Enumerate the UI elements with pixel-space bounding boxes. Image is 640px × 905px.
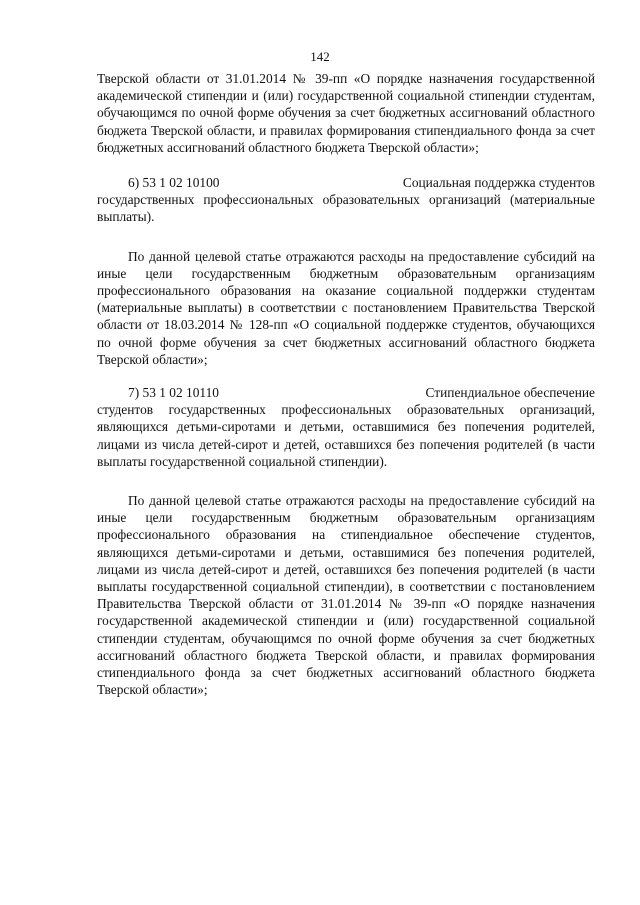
page-number: 142: [310, 49, 330, 64]
budget-entry-7-title-start: Стипендиальное обеспечение: [425, 385, 595, 401]
section-gap: [97, 226, 595, 248]
intro-paragraph: Тверской области от 31.01.2014 № 39-пп «О порядке назначения государственной академической стипендии и (или) государственной социальной стипендии студентам, обучающимся по очной форме обучения за счет бюджетных ассигнований областного бюджета Тверской области, и правилах формирования стипендиального фонда за счет бюджетных ассигнований областного бюджета Тверской области»;: [97, 71, 595, 155]
budget-entry-6-header: [97, 174, 595, 191]
budget-entry-6: [97, 174, 595, 226]
budget-entry-6-continuation: государственных профессиональных образовательных организаций (материальные выплаты).: [97, 192, 595, 225]
section-gap: [97, 470, 595, 492]
paragraph-entry-6-description: По данной целевой статье отражаются расходы на предоставление субсидий на иные цели государственным бюджетным образовательным организациям профессионального образования на оказание социальной поддержки студентам (материальные выплаты) в соответствии с постановлением Правительства Тверской области от 18.03.2014 № 128-пп «О социальной поддержке студентов, обучающихся по очной форме обучения за счет бюджетных ассигнований областного бюджета Тверской области»;: [97, 248, 595, 367]
paragraph-entry-7-description: По данной целевой статье отражаются расходы на предоставление субсидий на иные цели государственным бюджетным образовательным организациям профессионального образования на стипендиальное обеспечение студентов, являющихся детьми-сиротами и детьми, оставшимися без попечения родителей, лицами из числа детей-сирот и детей, оставшихся без попечения родителей (в части выплаты государственной социальной стипендии), в соответствии с постановлением Правительства Тверской области от 31.01.2014 № 39-пп «О порядке назначения государственной академической стипендии и (или) государственной социальной стипендии студентам, обучающимся по очной форме обучения за счет бюджетных ассигнований областного бюджета Тверской области, и правилах формирования стипендиального фонда за счет бюджетных ассигнований областного бюджета Тверской области»;: [97, 493, 595, 698]
budget-entry-6-code: 6) 53 1 02 10100: [128, 175, 220, 191]
budget-entry-6-title-start: Социальная поддержка студентов: [402, 175, 595, 191]
document-body: [97, 70, 595, 699]
budget-entry-7-header: [97, 384, 595, 401]
budget-entry-7-continuation: студентов государственных профессиональных образовательных организаций, являющихся детьми-сиротами и детьми, оставшимися без попечения родителей, лицами из числа детей-сирот и детей, оставшихся без попечения родителей (в части выплаты государственной социальной стипендии).: [97, 402, 595, 469]
section-gap: [97, 368, 595, 384]
budget-entry-7-code: 7) 53 1 02 10110: [128, 385, 220, 401]
budget-entry-7: [97, 384, 595, 470]
section-gap: [97, 156, 595, 174]
